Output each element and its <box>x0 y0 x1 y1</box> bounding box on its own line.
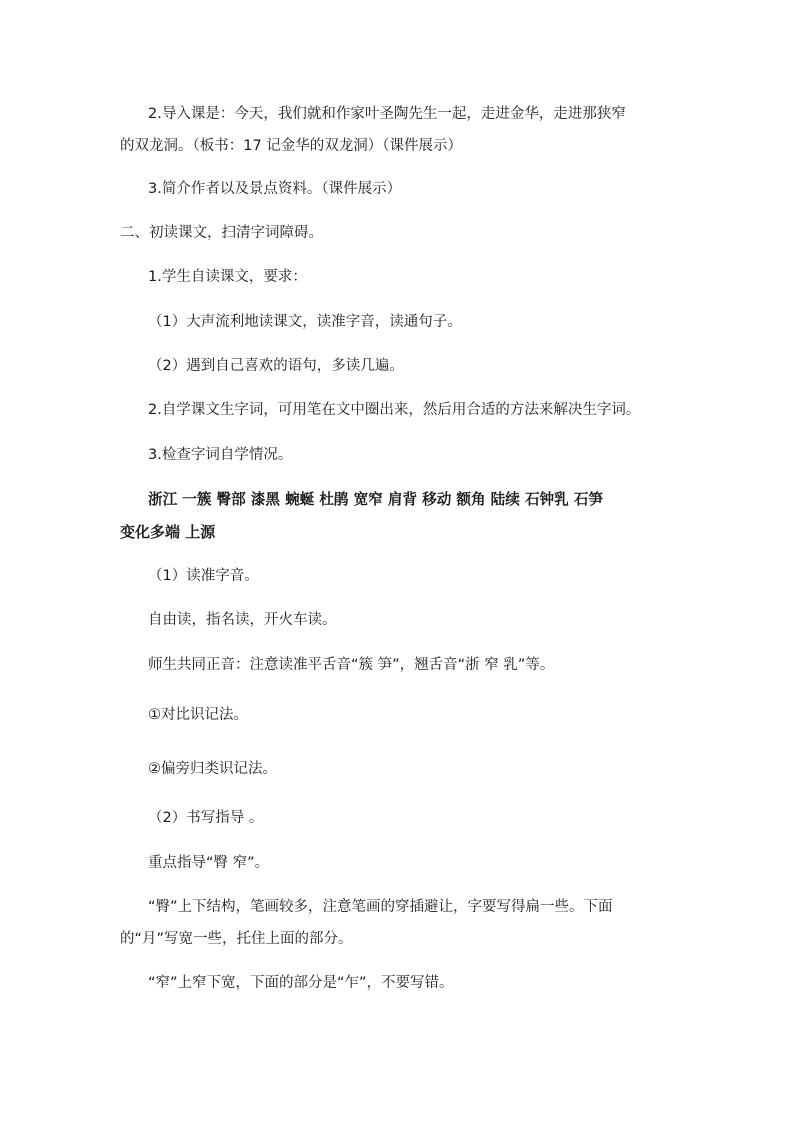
text-line-3: 3.简介作者以及景点资料。（课件展示） <box>148 181 402 197</box>
text-line-6: （1）大声流利地读课文，读准字音，读通句子。 <box>148 314 462 330</box>
text-line-20: 的“月”写宽一些，托住上面的部分。 <box>120 931 353 947</box>
vocab-line-2: 变化多端 上源 <box>120 523 216 541</box>
text-line-5: 1.学生自读课文，要求： <box>148 269 307 285</box>
text-line-1: 2.导入课是：今天，我们就和作家叶圣陶先生一起，走进金华，走进那狭窄 <box>148 106 626 122</box>
text-line-15: ①对比识记法。 <box>148 707 248 723</box>
section-heading: 二、初读课文，扫清字词障碍。 <box>120 225 323 241</box>
vocab-line-1: 浙江 一簇 臀部 漆黑 蜿蜒 杜鹃 宽窄 肩背 移动 额角 陆续 石钟乳 石笋 <box>148 491 604 508</box>
text-line-7: （2）遇到自己喜欢的语句，多读几遍。 <box>148 358 404 374</box>
text-line-12: （1）读准字音。 <box>148 568 259 584</box>
text-line-8: 2.自学课文生字词，可用笔在文中圈出来，然后用合适的方法来解决生字词。 <box>148 402 641 418</box>
text-line-14: 师生共同正音：注意读准平舌音“簇 笋”，翘舌音“浙 窄 乳”等。 <box>148 657 555 673</box>
text-line-17: （2）书写指导 。 <box>148 810 264 826</box>
text-line-18: 重点指导“臀 窄”。 <box>148 855 270 871</box>
text-line-2: 的双龙洞。（板书：17 记金华的双龙洞）（课件展示） <box>120 138 463 154</box>
text-line-21: “窄”上窄下宽，下面的部分是“乍”，不要写错。 <box>148 975 454 991</box>
text-line-19: “臀”上下结构，笔画较多，注意笔画的穿插避让，字要写得扁一些。下面 <box>148 899 613 915</box>
text-line-13: 自由读，指名读，开火车读。 <box>148 612 337 628</box>
text-line-16: ②偏旁归类识记法。 <box>148 761 277 777</box>
text-line-9: 3.检查字词自学情况。 <box>148 447 293 463</box>
